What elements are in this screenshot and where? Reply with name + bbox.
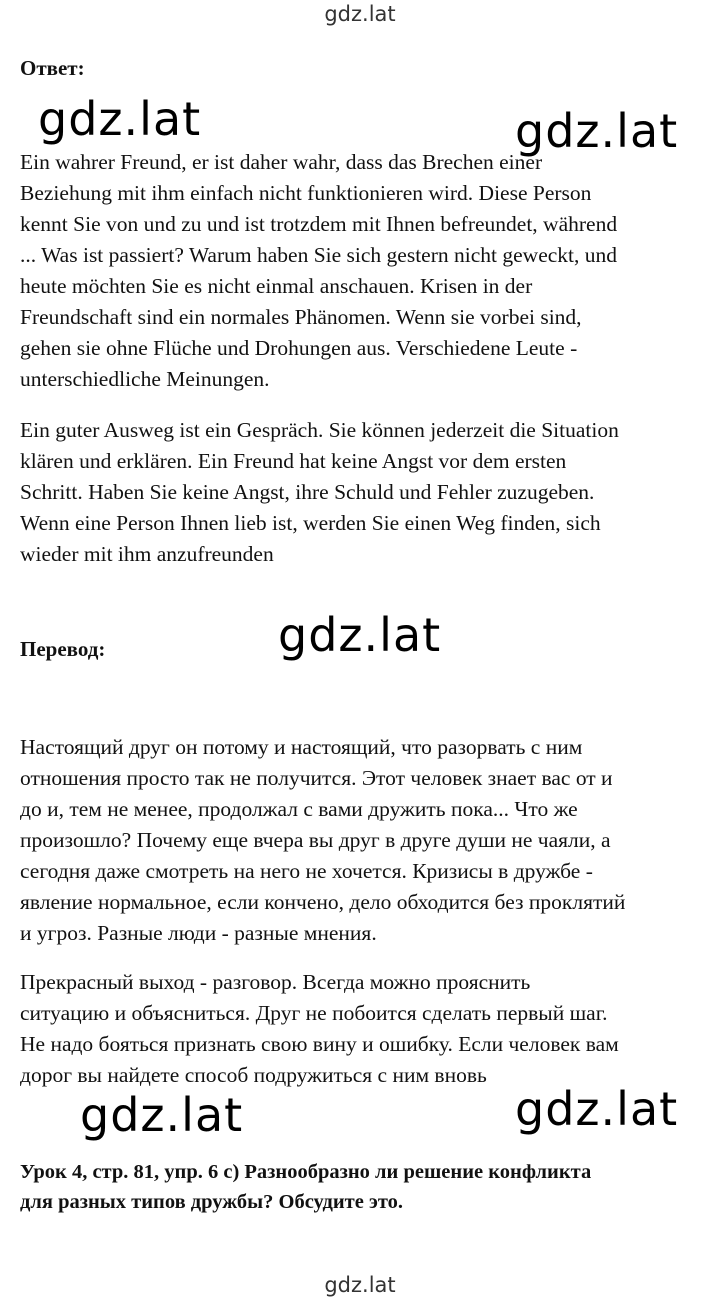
text-line: Ein wahrer Freund, er ist daher wahr, dass das Brechen einer <box>20 150 543 174</box>
watermark: gdz.lat <box>80 1088 244 1142</box>
text-line: явление нормальное, если кончено, дело обходится без проклятий <box>20 890 626 914</box>
text-line: до и, тем не менее, продолжал с вами дружить пока... Что же <box>20 797 578 821</box>
translation-paragraph-1 <box>20 732 710 949</box>
translation-paragraph-2 <box>20 967 710 1091</box>
text-line: Schritt. Haben Sie keine Angst, ihre Schuld und Fehler zuzugeben. <box>20 480 595 504</box>
text-line: ... Was ist passiert? Warum haben Sie sich gestern nicht geweckt, und <box>20 243 618 267</box>
text-line: gehen sie ohne Flüche und Drohungen aus. Verschiedene Leute - <box>20 336 578 360</box>
text-line: для разных типов дружбы? Обсудите это. <box>20 1191 403 1213</box>
site-label-top: gdz.lat <box>324 2 396 26</box>
text-line: klären und erklären. Ein Freund hat keine Angst vor dem ersten <box>20 449 567 473</box>
translation-heading: Перевод: <box>20 637 106 661</box>
text-line: ситуацию и объясниться. Друг не побоится сделать первый шаг. <box>20 1001 608 1025</box>
answer-paragraph-1 <box>20 147 710 395</box>
site-label-bottom: gdz.lat <box>324 1273 396 1297</box>
text-line: wieder mit ihm anzufreunden <box>20 542 274 566</box>
text-line: Настоящий друг он потому и настоящий, что разорвать с ним <box>20 735 583 759</box>
text-line: unterschiedliche Meinungen. <box>20 367 270 391</box>
watermark: gdz.lat <box>38 92 202 146</box>
text-line: и угроз. Разные люди - разные мнения. <box>20 921 377 945</box>
task-heading <box>20 1157 710 1217</box>
text-line: сегодня даже смотреть на него не хочется. Кризисы в дружбе - <box>20 859 593 883</box>
text-line: Freundschaft sind ein normales Phänomen. Wenn sie vorbei sind, <box>20 305 582 329</box>
text-line: heute möchten Sie es nicht einmal anschauen. Krisen in der <box>20 274 533 298</box>
text-line: дорог вы найдете способ подружиться с ним вновь <box>20 1063 487 1087</box>
text-line: Ein guter Ausweg ist ein Gespräch. Sie können jederzeit die Situation <box>20 418 619 442</box>
answer-heading: Ответ: <box>20 56 85 80</box>
text-line: kennt Sie von und zu und ist trotzdem mit Ihnen befreundet, während <box>20 212 618 236</box>
text-line: отношения просто так не получится. Этот человек знает вас от и <box>20 766 613 790</box>
text-line: Beziehung mit ihm einfach nicht funktionieren wird. Diese Person <box>20 181 592 205</box>
text-line: Не надо бояться признать свою вину и ошибку. Если человек вам <box>20 1032 619 1056</box>
watermark: gdz.lat <box>278 608 442 662</box>
watermark: gdz.lat <box>515 104 679 158</box>
text-line: произошло? Почему еще вчера вы друг в друге души не чаяли, а <box>20 828 611 852</box>
watermark: gdz.lat <box>515 1082 679 1136</box>
text-line: Прекрасный выход - разговор. Всегда можно прояснить <box>20 970 531 994</box>
text-line: Wenn eine Person Ihnen lieb ist, werden Sie einen Weg finden, sich <box>20 511 601 535</box>
answer-paragraph-2 <box>20 415 710 570</box>
text-line: Урок 4, стр. 81, упр. 6 с) Разнообразно ли решение конфликта <box>20 1161 592 1183</box>
